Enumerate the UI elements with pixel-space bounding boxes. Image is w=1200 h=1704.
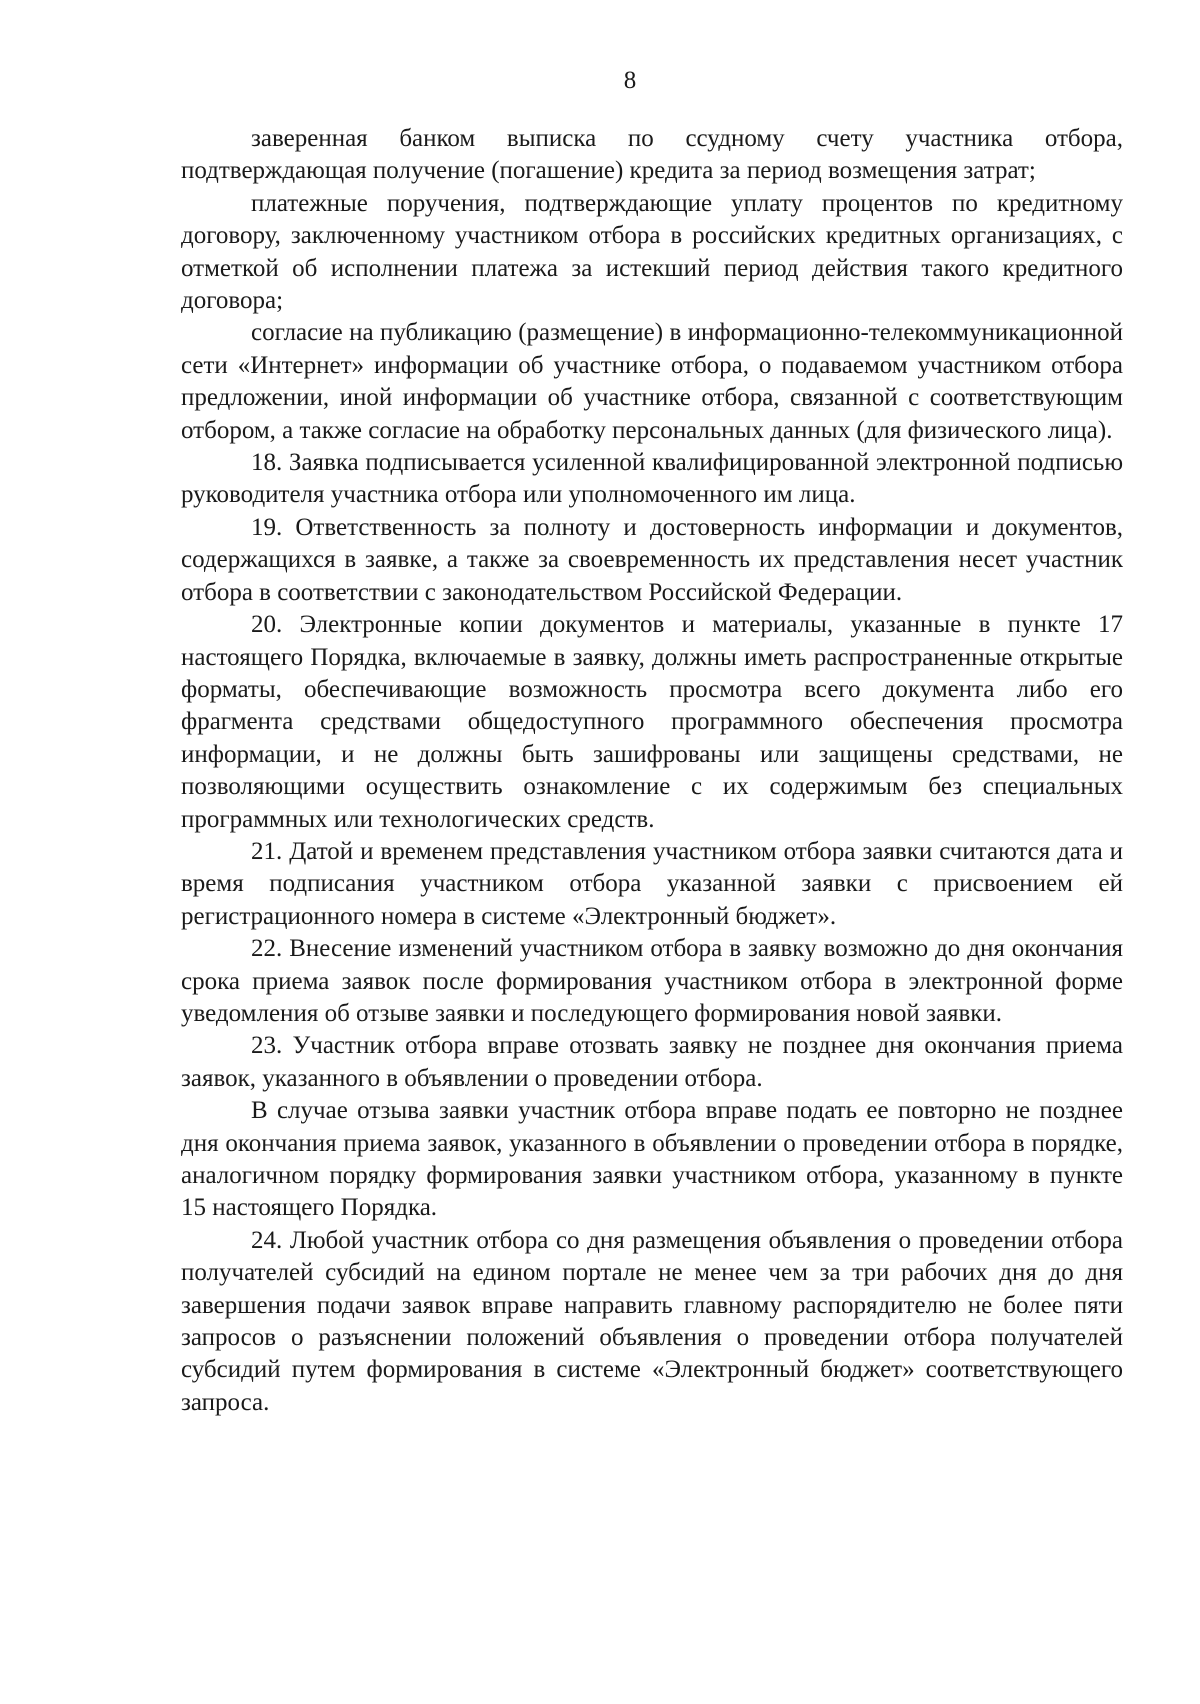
paragraph-resubmission: В случае отзыва заявки участник отбора вправе подать ее повторно не позднее дня окончания приема заявок, указанного в объявлении о проведении отбора в порядке, аналогичном порядку формирования заявки участником отбора, указанному в пункте 15 настоящего Порядка. bbox=[181, 1097, 1123, 1222]
paragraph-23-withdrawal: 23. Участник отбора вправе отозвать заявку не позднее дня окончания приема заявок, указанного в объявлении о проведении отбора. bbox=[181, 1032, 1123, 1092]
paragraph-24-inquiries: 24. Любой участник отбора со дня размещения объявления о проведении отбора получателей субсидий на едином портале не менее чем за три рабочих дня до дня завершения подачи заявок вправе направить главному распорядителю не более пяти запросов о разъяснении положений объявления о проведении отбора получателей субсидий путем формирования в системе «Электронный бюджет» соответствующего запроса. bbox=[181, 1226, 1123, 1416]
paragraph-19-responsibility: 19. Ответственность за полноту и достоверность информации и документов, содержащихся в заявке, а также за своевременность их представления несет участник отбора в соответствии с законодательством Российской Федерации. bbox=[181, 513, 1123, 606]
paragraph-publication-consent: согласие на публикацию (размещение) в информационно-телекоммуникационной сети «Интернет» информации об участнике отбора, о подаваемом участником отбора предложении, иной информации об участнике отбора, связанной с соответствующим отбором, а также согласие на обработку персональных данных (для физического лица). bbox=[181, 319, 1123, 444]
paragraph-18-signature: 18. Заявка подписывается усиленной квалифицированной электронной подписью руководителя участника отбора или уполномоченного им лица. bbox=[181, 449, 1123, 509]
paragraph-21-submission-date: 21. Датой и временем представления участником отбора заявки считаются дата и время подписания участником отбора указанной заявки с присвоением ей регистрационного номера в системе «Электронный бюджет». bbox=[181, 837, 1123, 930]
paragraph-payment-orders: платежные поручения, подтверждающие уплату процентов по кредитному договору, заключенному участником отбора в российских кредитных организациях, с отметкой об исполнении платежа за истекший период действия такого кредитного договора; bbox=[181, 189, 1123, 315]
paragraph-22-changes: 22. Внесение изменений участником отбора в заявку возможно до дня окончания срока приема заявок после формирования участником отбора в электронной форме уведомления об отзыве заявки и последующего формирования новой заявки. bbox=[181, 935, 1123, 1027]
document-body bbox=[181, 123, 1123, 1419]
paragraph-20-electronic-copies: 20. Электронные копии документов и материалы, указанные в пункте 17 настоящего Порядка, включаемые в заявку, должны иметь распространенные открытые форматы, обеспечивающие возможность просмотра всего документа либо его фрагмента средствами общедоступного программного обеспечения просмотра информации, и не должны быть зашифрованы или защищены средствами, не позволяющими осуществить ознакомление с их содержимым без специальных программных или технологических средств. bbox=[181, 611, 1123, 833]
paragraph-bank-statement: заверенная банком выписка по ссудному счету участника отбора, подтверждающая получение (погашение) кредита за период возмещения затрат; bbox=[181, 125, 1123, 185]
page-number: 8 bbox=[623, 67, 637, 94]
